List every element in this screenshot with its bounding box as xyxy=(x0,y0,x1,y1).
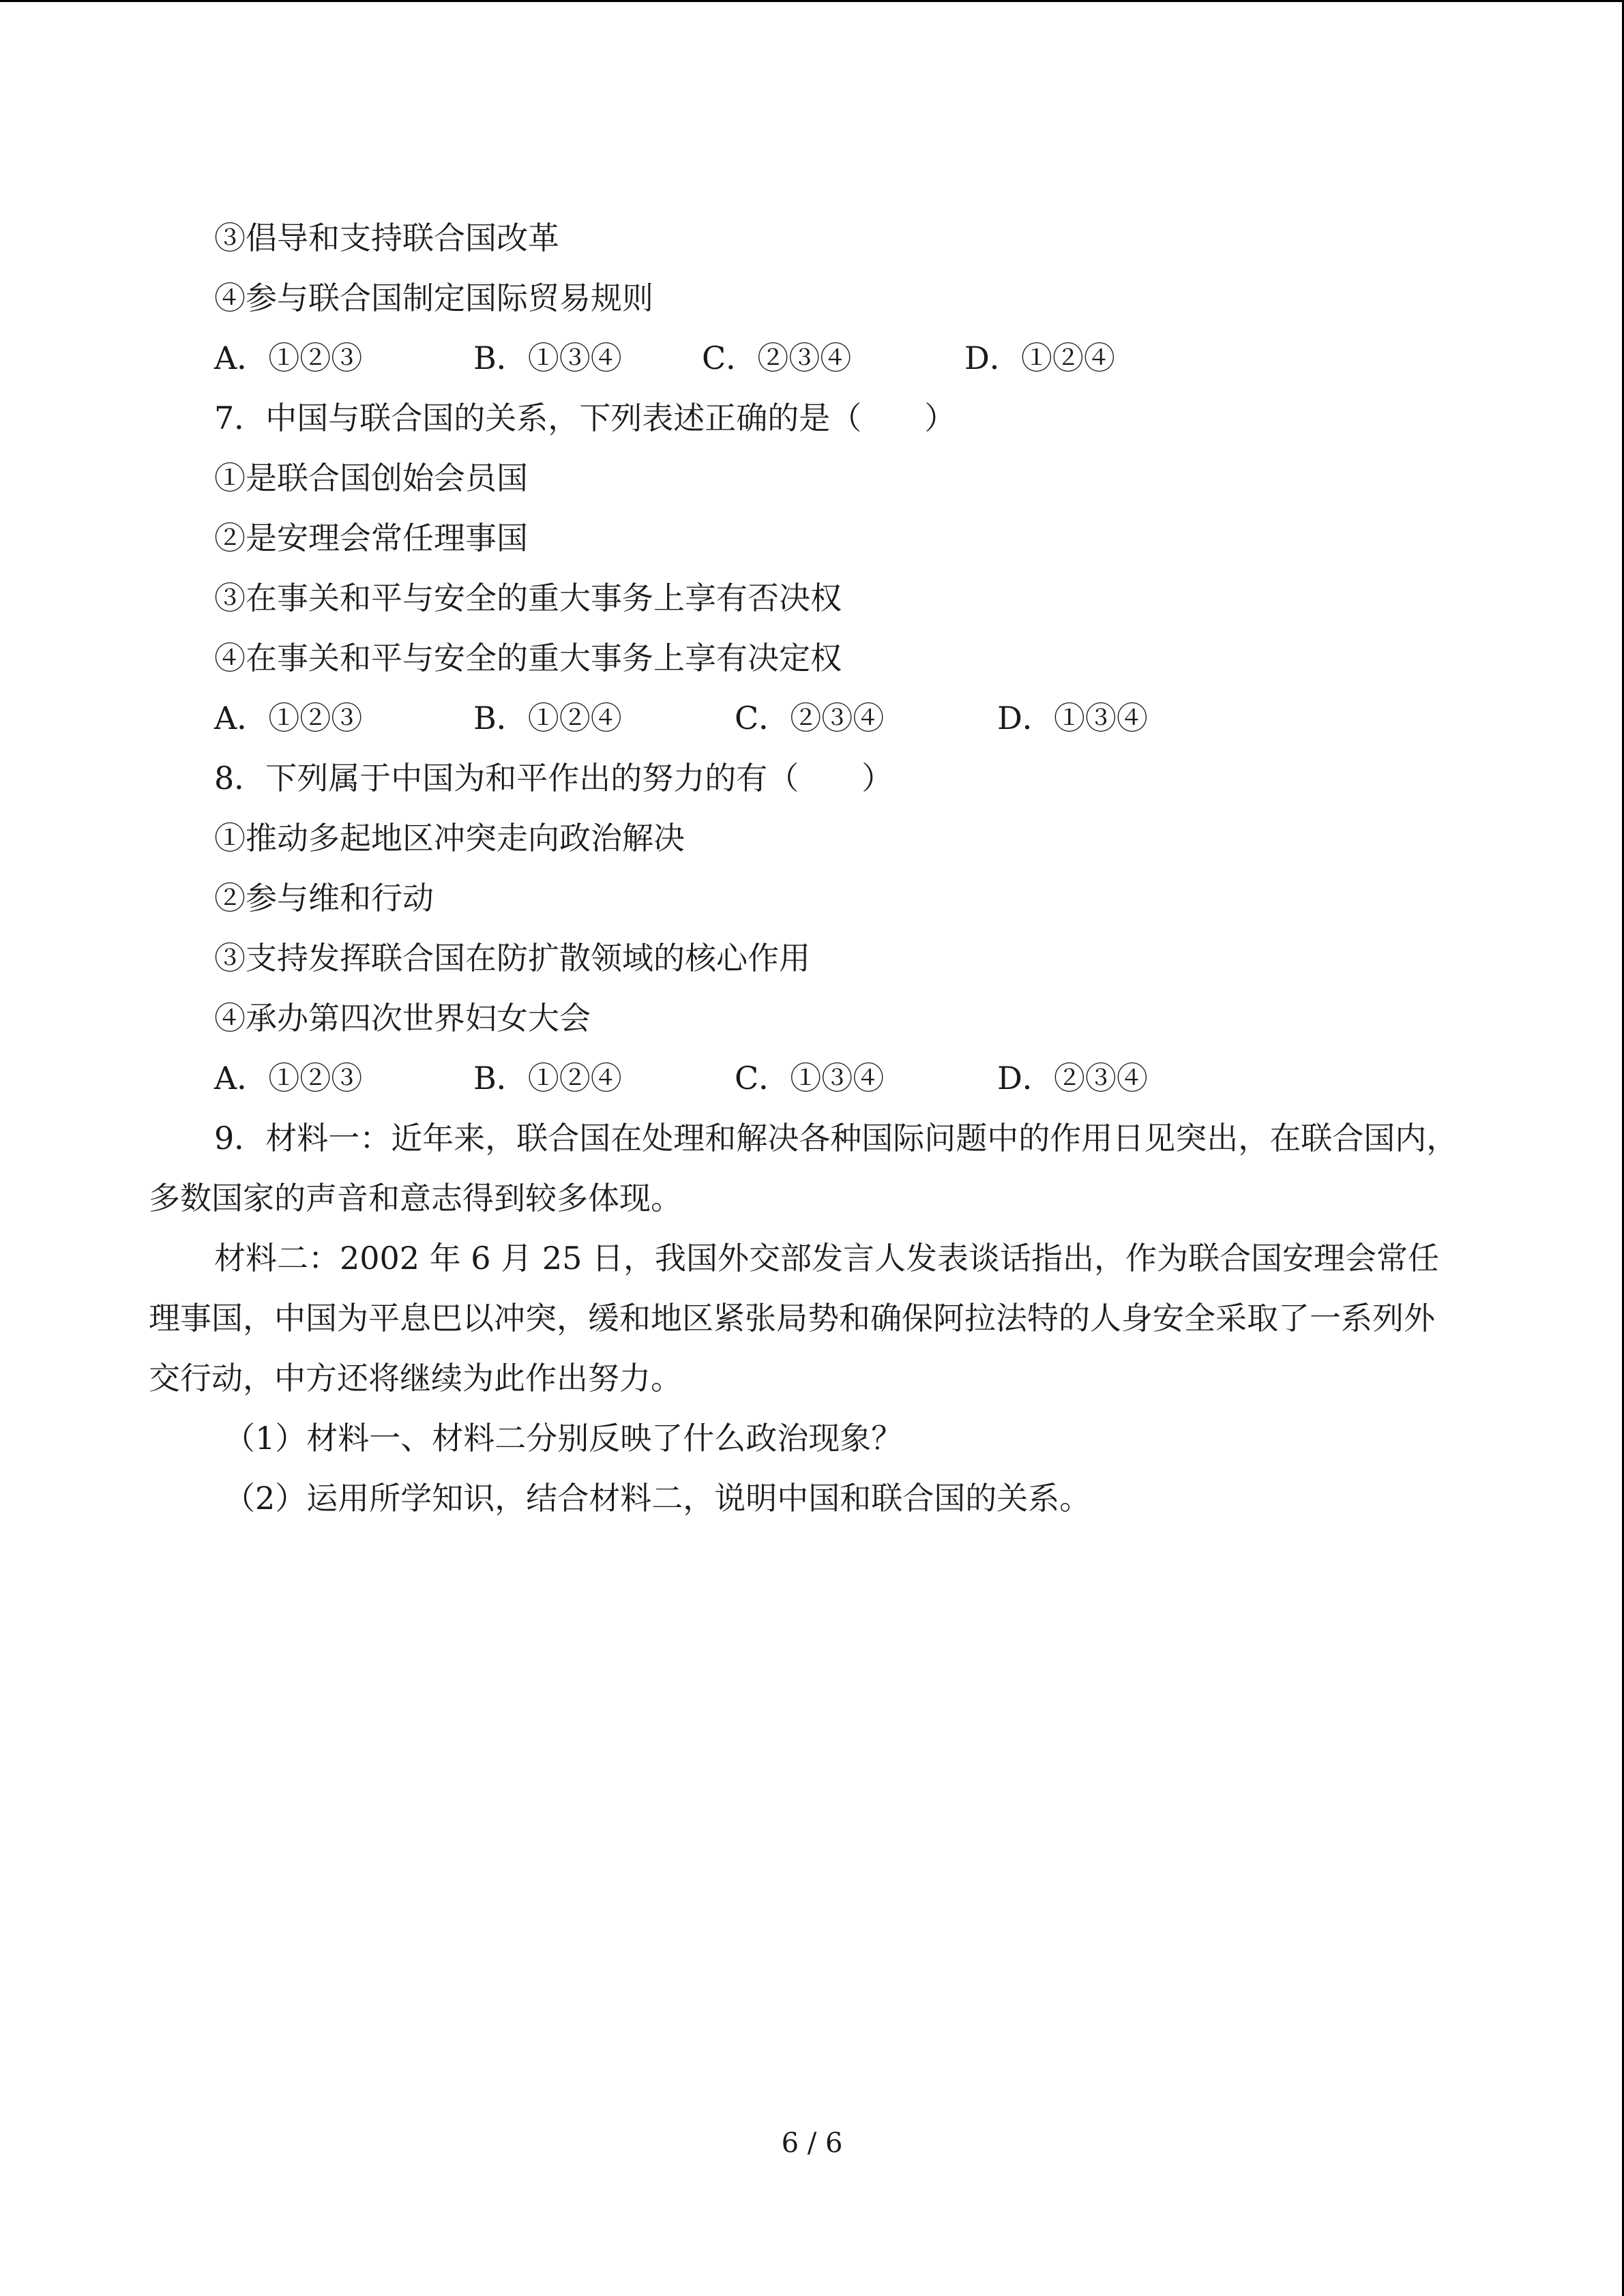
q7-item: ②是安理会常任理事国 xyxy=(214,520,528,556)
question-9 xyxy=(149,1108,1458,1528)
q7-options xyxy=(149,688,1458,748)
q8-item: ②参与维和行动 xyxy=(214,880,434,916)
q7-item: ④在事关和平与安全的重大事务上享有决定权 xyxy=(214,640,842,676)
document-body xyxy=(149,208,1458,1528)
q7-item: ①是联合国创始会员国 xyxy=(214,460,528,496)
question-8 xyxy=(149,748,1458,1108)
q6-item: ③倡导和支持联合国改革 xyxy=(214,220,559,256)
q8-options xyxy=(149,1048,1458,1108)
q7-option-d: D．①③④ xyxy=(997,700,1148,736)
question-7 xyxy=(149,388,1458,748)
q8-option-c: C．①③④ xyxy=(735,1060,885,1097)
q8-item: ④承办第四次世界妇女大会 xyxy=(214,1000,591,1037)
q7-stem: 7．中国与联合国的关系，下列表述正确的是（ ） xyxy=(214,400,956,436)
q9-material-1: 9．材料一：近年来，联合国在处理和解决各种国际问题中的作用日见突出，在联合国内，多数国家的声音和意志得到较多体现。 xyxy=(149,1120,1458,1217)
q6-option-c: C．②③④ xyxy=(702,340,852,376)
q6-options xyxy=(149,328,1458,388)
q6-item: ④参与联合国制定国际贸易规则 xyxy=(214,280,653,316)
q7-option-c: C．②③④ xyxy=(735,700,885,736)
q8-item: ③支持发挥联合国在防扩散领域的核心作用 xyxy=(214,940,810,976)
q9-material-2: 材料二：2002 年 6 月 25 日，我国外交部发言人发表谈话指出，作为联合国安理会常任理事国，中国为平息巴以冲突，缓和地区紧张局势和确保阿拉法特的人身安全采取了一系列外交行动，中方还将继续为此作出努力。 xyxy=(149,1240,1439,1397)
q6-option-b: B．①③④ xyxy=(473,340,622,376)
page-number: 6 / 6 xyxy=(781,2128,843,2159)
question-6 xyxy=(149,208,1458,388)
q8-stem: 8．下列属于中国为和平作出的努力的有（ ） xyxy=(214,760,894,796)
q7-item: ③在事关和平与安全的重大事务上享有否决权 xyxy=(214,580,842,616)
q8-option-d: D．②③④ xyxy=(997,1060,1148,1097)
q8-option-a: A．①②③ xyxy=(214,1060,363,1097)
q9-subquestion-2: （2）运用所学知识，结合材料二，说明中国和联合国的关系。 xyxy=(224,1480,1091,1517)
q8-item: ①推动多起地区冲突走向政治解决 xyxy=(214,820,685,856)
q9-subquestion-1: （1）材料一、材料二分别反映了什么政治现象？ xyxy=(224,1420,903,1457)
q6-option-a: A．①②③ xyxy=(214,340,363,376)
q8-option-b: B．①②④ xyxy=(473,1060,622,1097)
page-top-edge xyxy=(0,0,1624,2)
q7-option-a: A．①②③ xyxy=(214,700,363,736)
q7-option-b: B．①②④ xyxy=(473,700,622,736)
q6-option-d: D．①②④ xyxy=(964,340,1115,376)
